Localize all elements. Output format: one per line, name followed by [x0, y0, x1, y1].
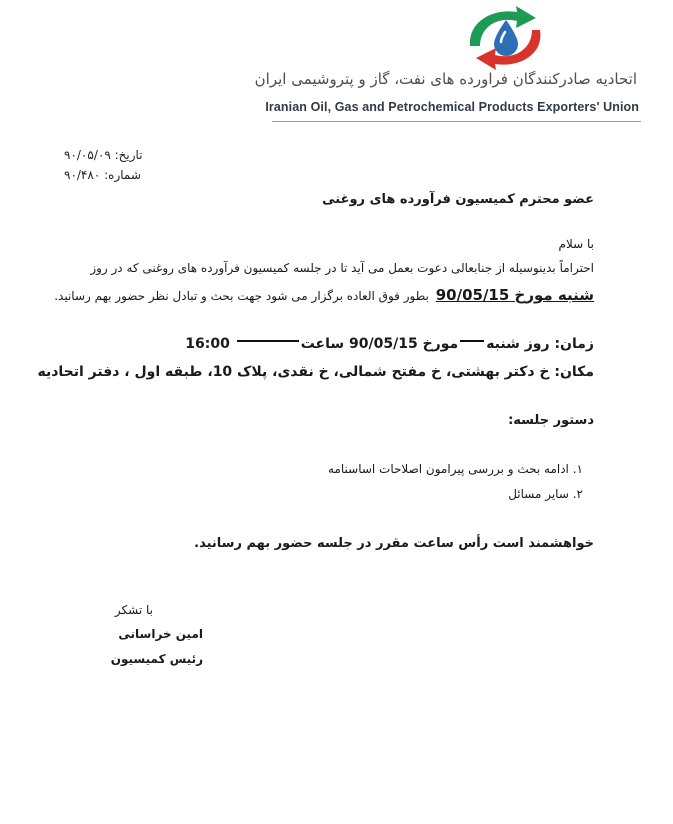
kashida-stroke: [237, 340, 299, 342]
signatory-name: امین خراسانی: [118, 627, 203, 641]
org-name-persian: اتحادیه صادرکنندگان فراورده های نفت، گاز و پتروشیمی ایران: [254, 70, 637, 88]
oil-drop-logo: [462, 4, 548, 70]
time-line: [185, 336, 594, 352]
meeting-date-emphasis: شنبه مورخ 90/05/15: [435, 286, 594, 304]
number-line: [64, 168, 141, 182]
agenda-item-number: ۱.: [572, 462, 583, 476]
paragraph-line-2-text: بطور فوق العاده برگزار می شود جهت بحث و تبادل نظر حضور بهم رسانید.: [54, 289, 429, 303]
agenda-title: دستور جلسه:: [508, 413, 594, 428]
place-label: مکان:: [554, 364, 594, 380]
recipient-line: عضو محترم کمیسیون فرآورده های روغنی: [322, 192, 594, 207]
number-value: ۹۰/۴۸۰: [64, 168, 101, 182]
agenda-item-text: ادامه بحث و بررسی پیرامون اصلاحات اساسنامه: [328, 462, 569, 476]
agenda-item: [508, 487, 583, 501]
time-hour-label: ساعت: [300, 336, 345, 352]
signatory-title: رئیس کمیسیون: [110, 652, 203, 666]
agenda-item: [328, 462, 583, 476]
signature-thanks: با تشکر: [114, 603, 153, 617]
place-line: [37, 364, 594, 380]
date-label: تاریخ:: [114, 148, 143, 162]
paragraph-line-2: [54, 286, 594, 304]
time-hour: 16:00: [185, 336, 230, 352]
time-label: زمان:: [554, 336, 594, 352]
kashida-stroke: [460, 340, 484, 342]
greeting: با سلام: [558, 237, 594, 251]
date-value: ۹۰/۰۵/۰۹: [64, 148, 111, 162]
place-value: خ دکتر بهشتی، خ مفتح شمالی، خ نقدی، پلاک 10، طبقه اول ، دفتر اتحادیه: [37, 364, 550, 380]
number-label: شماره:: [104, 168, 141, 182]
time-dated: مورخ: [422, 336, 459, 352]
paragraph-line-1: احتراماً بدینوسیله از جنابعالی دعوت بعمل می آید تا در جلسه کمیسیون فرآورده های روغنی که در روز: [90, 261, 594, 275]
agenda-item-text: سایر مسائل: [508, 487, 569, 501]
header-divider: [272, 121, 641, 122]
agenda-item-number: ۲.: [572, 487, 583, 501]
time-day: روز شنبه: [486, 336, 550, 352]
closing-request: خواهشمند است رأس ساعت مقرر در جلسه حضور بهم رسانید.: [194, 536, 594, 551]
date-line: [64, 148, 143, 162]
org-name-english: Iranian Oil, Gas and Petrochemical Products Exporters' Union: [265, 100, 639, 114]
time-date: 90/05/15: [349, 336, 418, 352]
